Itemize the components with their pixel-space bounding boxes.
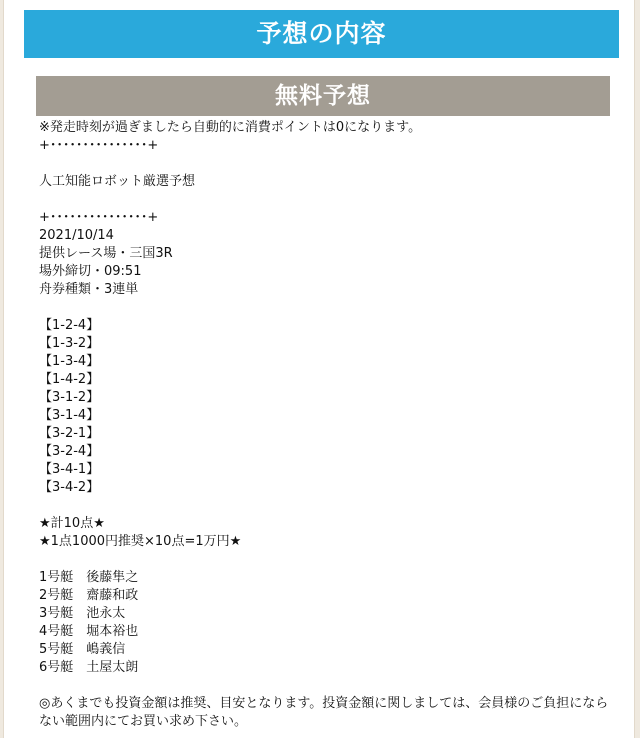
content-line: 場外締切・09:51 bbox=[39, 264, 142, 279]
content-line: 4号艇 堀本裕也 bbox=[39, 624, 139, 639]
content-line: 2号艇 齋藤和政 bbox=[39, 588, 139, 603]
content-line: 【3-1-2】 bbox=[39, 390, 100, 405]
prediction-content bbox=[39, 119, 619, 731]
page-title: 予想の内容 bbox=[24, 10, 619, 58]
content-line: 【1-3-4】 bbox=[39, 354, 100, 369]
page-frame bbox=[4, 0, 634, 738]
content-line: 【1-3-2】 bbox=[39, 336, 100, 351]
content-line: 5号艇 嶋義信 bbox=[39, 642, 126, 657]
content-line bbox=[39, 677, 619, 695]
content-line bbox=[39, 191, 619, 209]
content-line: 【1-2-4】 bbox=[39, 318, 100, 333]
content-line: 【3-4-1】 bbox=[39, 462, 100, 477]
section-title: 無料予想 bbox=[36, 76, 610, 116]
content-line: ★1点1000円推奨×10点=1万円★ bbox=[39, 534, 242, 549]
content-line: 3号艇 池永太 bbox=[39, 606, 126, 621]
content-line: 6号艇 土屋太朗 bbox=[39, 660, 139, 675]
content-line: 提供レース場・三国3R bbox=[39, 246, 173, 261]
content-line: 舟券種類・3連単 bbox=[39, 282, 139, 297]
content-line: 【3-4-2】 bbox=[39, 480, 100, 495]
content-line: 2021/10/14 bbox=[39, 228, 114, 243]
content-line bbox=[39, 299, 619, 317]
content-line: ◎あくまでも投資金額は推奨、目安となります。投資金額に関しましては、会員様のご負担にならない範囲内にてお買い求め下さい。 bbox=[39, 696, 609, 729]
content-line: 【3-2-1】 bbox=[39, 426, 100, 441]
content-line: 人工知能ロボット厳選予想 bbox=[39, 174, 196, 189]
content-line: 【1-4-2】 bbox=[39, 372, 100, 387]
content-line bbox=[39, 155, 619, 173]
content-line: +･･･････････････+ bbox=[39, 138, 159, 153]
content-line bbox=[39, 497, 619, 515]
content-line: ★計10点★ bbox=[39, 516, 105, 531]
content-line bbox=[39, 551, 619, 569]
content-line: +･･･････････････+ bbox=[39, 210, 159, 225]
content-line: 【3-1-4】 bbox=[39, 408, 100, 423]
content-line: 1号艇 後藤隼之 bbox=[39, 570, 139, 585]
content-line: 【3-2-4】 bbox=[39, 444, 100, 459]
content-line: ※発走時刻が過ぎましたら自動的に消費ポイントは0になります。 bbox=[39, 120, 422, 135]
